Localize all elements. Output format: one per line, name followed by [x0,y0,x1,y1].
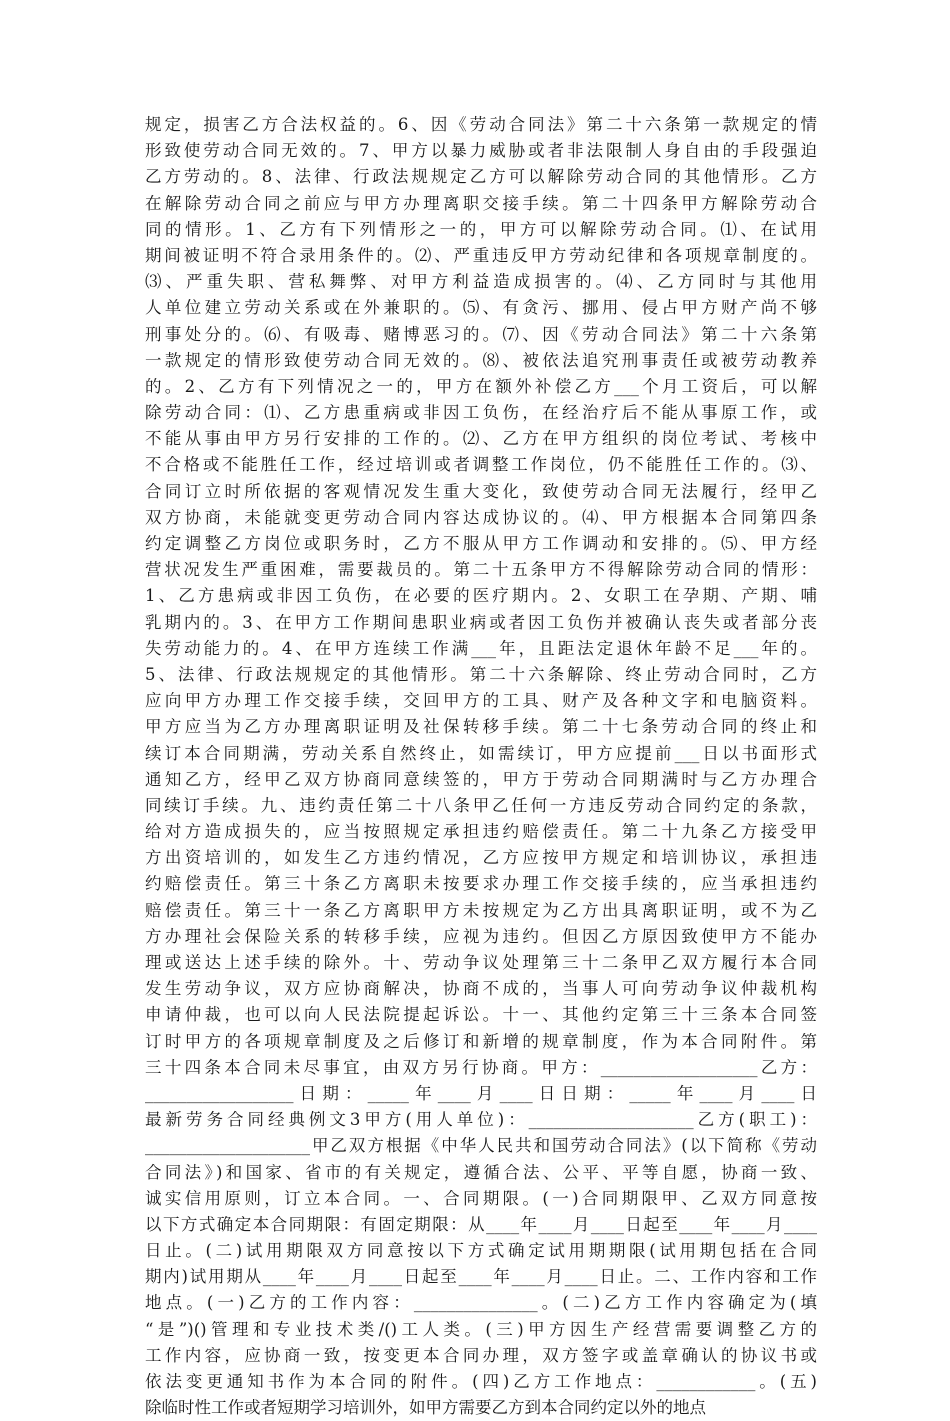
document-text-line: 乙方劳动的。8、法律、行政法规规定乙方可以解除劳动合同的其他情形。乙方 [145,167,817,187]
document-text-line: ⑶、严重失职、营私舞弊、对甲方利益造成损害的。⑷、乙方同时与其他用 [145,272,817,292]
document-text-line: 不能从事由甲方另行安排的工作的。⑵、乙方在甲方组织的岗位考试、考核中 [145,429,817,449]
document-text-line: 双方协商，未能就变更劳动合同内容达成协议的。⑷、甲方根据本合同第四条 [145,507,817,527]
document-text-line: 形致使劳动合同无效的。7、甲方以暴力威胁或者非法限制人身自由的手段强迫 [145,141,817,161]
document-text-line: 申请仲裁，也可以向人民法院提起诉讼。十一、其他约定第三十三条本合同签 [145,1005,817,1025]
document-text-line: 同的情形。1、乙方有下列情形之一的，甲方可以解除劳动合同。⑴、在试用 [145,219,817,239]
document-text-line: 依法变更通知书作为本合同的附件。(四)乙方工作地点：____________。(五) [145,1372,817,1391]
document-text-line: 1、乙方患病或非因工负伤，在必要的医疗期内。2、女职工在孕期、产期、哺 [145,586,817,606]
document-text-line: 理或送达上述手续的除外。十、劳动争议处理第三十二条甲乙双方履行本合同 [145,953,817,972]
document-text-line: 5、法律、行政法规规定的其他情形。第二十六条解除、终止劳动合同时，乙方 [145,664,817,684]
document-text-line: 合同法》)和国家、省市的有关规定，遵循合法、公平、平等自愿，协商一致、 [145,1162,817,1182]
document-text-line: 给对方造成损失的，应当按照规定承担违约赔偿责任。第二十九条乙方接受甲 [145,822,817,842]
document-text-line: 除临时性工作或者短期学习培训外，如甲方需要乙方到本合同约定以外的地点 [145,1398,706,1418]
document-text-line: 方出资培训的，如发生乙方违约情况，乙方应按甲方规定和培训协议，承担违 [145,848,817,868]
document-text-line: 应向甲方办理工作交接手续，交回甲方的工具、财产及各种文字和电脑资料。 [145,691,817,711]
document-text-line: 三十四条本合同未尽事宜，由双方另行协商。甲方：___________________乙方： [145,1057,817,1077]
document-text-line: 通知乙方，经甲乙双方协商同意续签的，甲方于劳动合同期满时与乙方办理合 [145,769,817,789]
document-text-line: 约定调整乙方岗位或职务时，乙方不服从甲方工作调动和安排的。⑸、甲方经 [145,534,817,553]
document-text-line: 合同订立时所依据的客观情况发生重大变化，致使劳动合同无法履行，经甲乙 [145,481,817,501]
document-text-line: 订时甲方的各项规章制度及之后修订和新增的规章制度，作为本合同附件。第 [145,1031,817,1051]
document-text-line: 续订本合同期满，劳动关系自然终止，如需续订，甲方应提前___日以书面形式 [145,743,817,763]
document-text-line: 约赔偿责任。第三十条乙方离职未按要求办理工作交接手续的，应当承担违约 [145,874,817,894]
document-text-line: 以下方式确定本合同期限：有固定期限：从____年____月____日起至____年____月____ [145,1214,817,1234]
document-text-line: 规定，损害乙方合法权益的。6、因《劳动合同法》第二十六条第一款规定的情 [145,115,817,134]
document-text-line: 方办理社会保险关系的转移手续，应视为违约。但因乙方原因致使甲方不能办 [145,926,817,946]
document-text-line: 失劳动能力的。4、在甲方连续工作满___年，且距法定退休年龄不足___年的。 [145,638,817,658]
document-text-line: 甲方应当为乙方办理离职证明及社保转移手续。第二十七条劳动合同的终止和 [145,717,817,737]
document-text-line: 工作内容，应协商一致，按变更本合同办理，双方签字或盖章确认的协议书或 [145,1345,817,1365]
document-text-line: 在解除劳动合同之前应与甲方办理离职交接手续。第二十四条甲方解除劳动合 [145,193,817,213]
document-text-line: 营状况发生严重困难，需要裁员的。第二十五条甲方不得解除劳动合同的情形： [145,560,817,580]
document-text-line: 期内)试用期从____年____月____日起至____年____月____日止。二、工作内容和工作 [145,1267,817,1287]
document-text-line: 人单位建立劳动关系或在外兼职的。⑸、有贪污、挪用、侵占甲方财产尚不够 [145,298,817,318]
document-text-line: 不合格或不能胜任工作，经过培训或者调整工作岗位，仍不能胜任工作的。⑶、 [145,455,817,475]
document-text-line: “是”)()管理和专业技术类/()工人类。(三)甲方因生产经营需要调整乙方的 [145,1319,817,1339]
document-text-line: 赔偿责任。第三十一条乙方离职甲方未按规定为乙方出具离职证明，或不为乙 [145,900,817,920]
document-text-line: 除劳动合同：⑴、乙方患重病或非因工负伤，在经治疗后不能从事原工作，或 [145,403,817,423]
document-text-line: 同续订手续。九、违约责任第二十八条甲乙任何一方违反劳动合同约定的条款， [145,795,817,815]
document-text-line: 的。2、乙方有下列情况之一的，甲方在额外补偿乙方___个月工资后，可以解 [145,376,817,396]
document-text-line: 乳期内的。3、在甲方工作期间患职业病或者因工负伤并被确认丧失或者部分丧 [145,612,817,632]
document-text-line: ____________________甲乙双方根据《中华人民共和国劳动合同法》(以下简称《劳动 [145,1136,817,1156]
document-text-line: 日止。(二)试用期限双方同意按以下方式确定试用期期限(试用期包括在合同 [145,1241,817,1261]
document-text-line: 地点。(一)乙方的工作内容：_______________。(二)乙方工作内容确定为(填 [145,1293,817,1313]
document-page [145,112,817,1421]
document-text-line: 发生劳动争议，双方应协商解决，协商不成的，当事人可向劳动争议仲裁机构 [145,979,817,999]
document-text-line: 期间被证明不符合录用条件的。⑵、严重违反甲方劳动纪律和各项规章制度的。 [145,245,817,265]
document-text-line: 一款规定的情形致使劳动合同无效的。⑻、被依法追究刑事责任或被劳动教养 [145,350,817,370]
document-text-line: __________________日期：_____年____月____日日期：_____年____月____日 [145,1083,817,1103]
document-text-line: 诚实信用原则，订立本合同。一、合同期限。(一)合同期限甲、乙双方同意按 [145,1188,817,1208]
document-text-line: 刑事处分的。⑹、有吸毒、赌博恶习的。⑺、因《劳动合同法》第二十六条第 [145,324,817,344]
document-text-line: 最新劳务合同经典例文3甲方(用人单位)：____________________乙方(职工)： [145,1110,817,1130]
